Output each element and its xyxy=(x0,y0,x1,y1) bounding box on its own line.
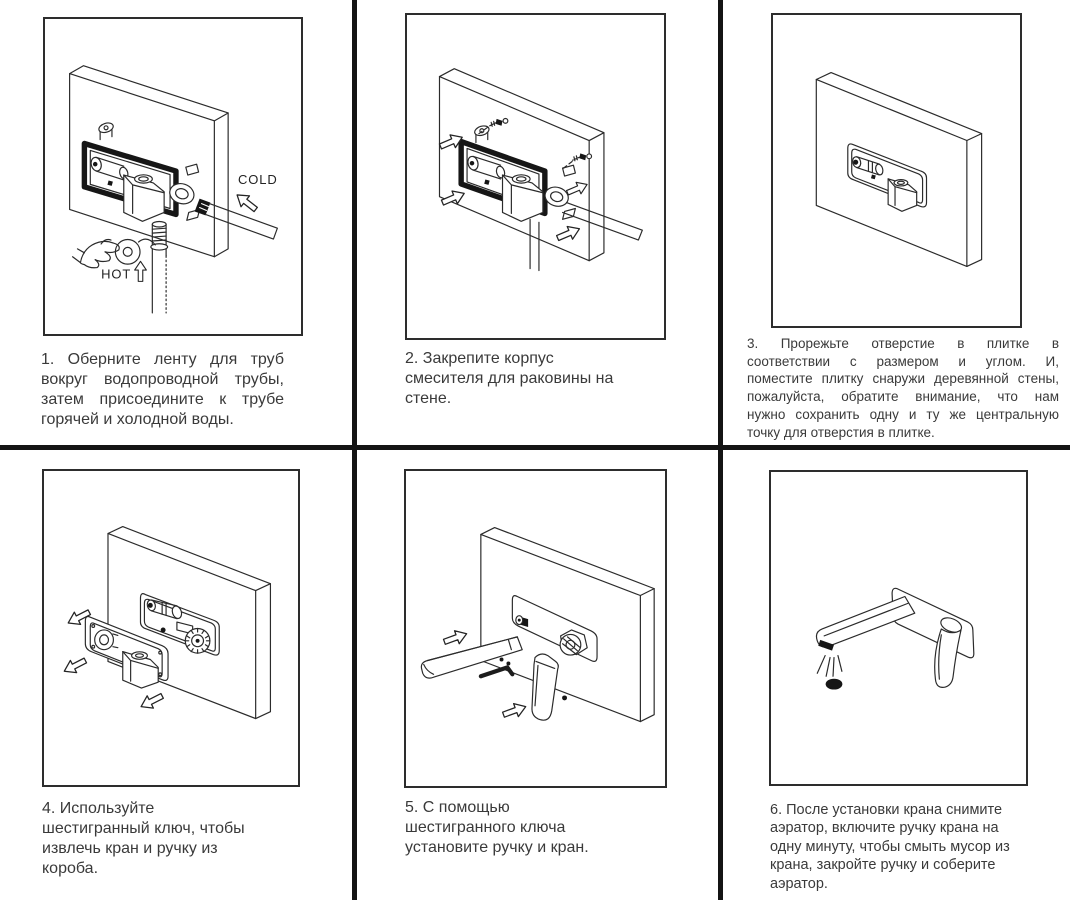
valve-body xyxy=(461,124,575,221)
caption-line: 1. Оберните ленту для труб xyxy=(41,351,284,368)
grid-divider-vertical-2 xyxy=(718,0,723,900)
step-5-illustration xyxy=(406,471,665,786)
water-spray xyxy=(817,656,842,677)
caption-line: пожалуйста, обратите внимание, что нам xyxy=(747,389,1059,405)
step-1-figure-frame xyxy=(43,17,303,336)
caption-line: 3. Прорежьте отверстие в плитке в xyxy=(747,336,1059,351)
step-4-illustration xyxy=(44,471,298,785)
caption-line: нужно сохранить одну и ту же центральную xyxy=(747,406,1059,422)
caption-line: стене. xyxy=(405,390,452,407)
step-2-illustration xyxy=(407,15,664,338)
caption-line: короба. xyxy=(42,860,99,877)
escutcheon-plate xyxy=(512,596,597,662)
step-3-caption xyxy=(747,335,1059,441)
caption-line: затем присоедините к трубе xyxy=(41,391,284,408)
caption-line: аэратор, включите ручку крана на xyxy=(770,820,999,837)
step-5-figure-frame xyxy=(404,469,667,788)
recessed-valve xyxy=(848,144,927,211)
valve-body xyxy=(84,121,199,221)
step-5-caption xyxy=(405,798,685,858)
caption-line: крана, закройте ручку и соберите xyxy=(770,857,996,874)
hot-label: HOT xyxy=(101,266,132,282)
caption-line: смесителя для раковины на xyxy=(405,370,614,387)
grid-divider-vertical-1 xyxy=(352,0,357,900)
caption-line: аэратор. xyxy=(770,875,828,892)
caption-line: 6. После установки крана снимите xyxy=(770,802,1003,818)
step-6-figure-frame xyxy=(769,470,1028,786)
caption-line: 4. Используйте xyxy=(42,800,155,817)
caption-line: поместите плитку снаружи деревянной стены, xyxy=(747,371,1059,387)
handle xyxy=(532,654,558,720)
caption-line: вокруг водопроводной трубы, xyxy=(41,371,284,388)
caption-line: шестигранный ключ, чтобы xyxy=(42,820,245,837)
cold-direction-arrow xyxy=(233,190,260,215)
caption-line: 2. Закрепите корпус xyxy=(405,350,554,367)
caption-line: точку для отверстия в плитке. xyxy=(747,424,935,440)
step-4-caption xyxy=(42,799,322,879)
hot-water-pipe xyxy=(151,221,168,312)
step-2-caption xyxy=(405,349,685,409)
hot-direction-arrow xyxy=(135,261,147,281)
hand-wrapping-tape xyxy=(73,239,156,268)
step-3-illustration xyxy=(773,15,1020,326)
hex-key xyxy=(481,667,513,676)
aerator xyxy=(826,679,843,690)
caption-line: одну минуту, чтобы смыть мусор из xyxy=(770,838,1010,855)
step-1-illustration xyxy=(45,19,301,334)
step-2-figure-frame xyxy=(405,13,666,340)
spout xyxy=(421,637,522,678)
caption-line: извлечь кран и ручку из xyxy=(42,840,218,857)
caption-line: горячей и холодной воды. xyxy=(41,411,234,428)
step-4-figure-frame xyxy=(42,469,300,787)
cold-label: COLD xyxy=(237,171,278,187)
caption-line: шестигранного ключа xyxy=(405,819,566,836)
caption-line: соответствии с размером и углом. И, xyxy=(747,353,1059,369)
caption-line: 5. С помощью xyxy=(405,799,510,816)
step-6-illustration xyxy=(771,472,1026,784)
step-3-figure-frame xyxy=(771,13,1022,328)
step-1-caption xyxy=(41,350,284,430)
cold-water-pipe xyxy=(195,199,278,239)
caption-line: установите ручку и кран. xyxy=(405,839,589,856)
step-6-caption xyxy=(770,801,1017,893)
grid-divider-horizontal xyxy=(0,445,1070,450)
